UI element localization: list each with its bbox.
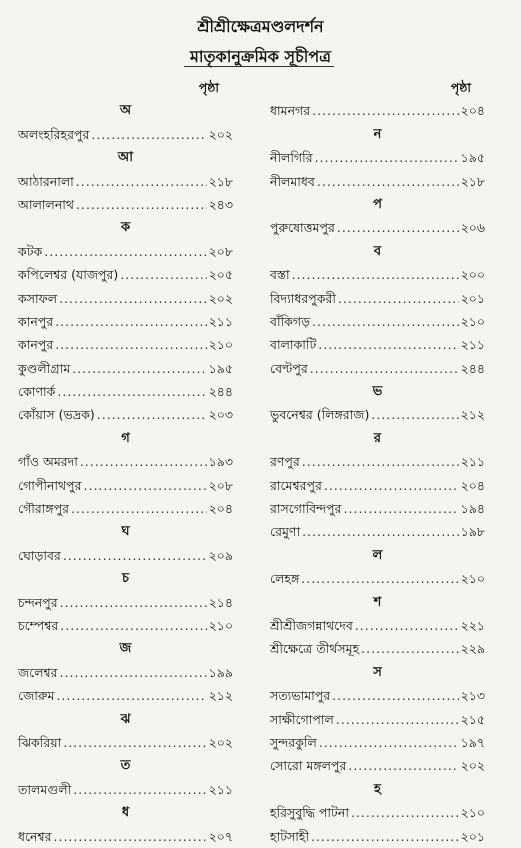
section-letter: ব (373, 243, 382, 259)
dot-leader (55, 310, 206, 333)
dot-leader (44, 240, 206, 263)
entry-name: জলেশ্বর (18, 664, 58, 680)
index-entry (18, 170, 233, 193)
dot-leader (319, 731, 459, 754)
index-entry (270, 497, 485, 520)
section-letter: ন (373, 126, 382, 142)
index-column-left (18, 76, 233, 848)
dot-leader (80, 450, 207, 473)
entry-name: শ্রীশ্রীজগন্নাথদেব (270, 617, 353, 633)
entry-name: বেণ্টপুর (270, 360, 308, 376)
dot-leader (54, 825, 207, 848)
entry-name: কপিলেশ্বর (যাজপুর) (18, 267, 119, 283)
dot-leader (318, 333, 458, 356)
index-entry (270, 708, 485, 731)
entry-page-number: ২২১ (460, 617, 485, 633)
entry-page-number: ১৯৫ (208, 360, 233, 376)
entry-name: হাটসাহী (270, 828, 310, 844)
page-column-header: পৃষ্ঠা (450, 80, 471, 95)
entry-page-number: ১৯৪ (460, 501, 485, 517)
dot-leader (311, 825, 459, 848)
index-entry (18, 123, 233, 146)
entry-page-number: ২০৪ (460, 477, 485, 493)
dot-leader (60, 614, 206, 637)
section-letter: চ (121, 571, 129, 587)
index-entry (18, 263, 233, 286)
entry-page-number: ২১০ (208, 337, 233, 353)
index-entry (18, 450, 233, 473)
dot-leader (76, 193, 207, 216)
entry-page-number: ২০৯ (208, 547, 233, 563)
entry-name: সোরো মঙ্গলপুর (270, 758, 347, 774)
entry-name: গৌরাঙ্গপুর (18, 501, 69, 517)
index-entry (270, 754, 485, 777)
index-entry (18, 614, 233, 637)
entry-page-number: ২১০ (460, 571, 485, 587)
section-letter: ল (372, 547, 383, 563)
dot-leader (302, 450, 459, 473)
entry-page-number: ২০২ (208, 734, 233, 750)
entry-page-number: ২০০ (460, 267, 485, 283)
entry-page-number: ২৪৩ (208, 196, 233, 212)
dot-leader (344, 497, 459, 520)
book-title: শ্রীশ্রীক্ষেত্রমণ্ডলদর্শন (197, 17, 324, 36)
entry-page-number: ২০২ (208, 126, 233, 142)
entry-name: বস্তা (270, 267, 290, 283)
dot-leader (361, 637, 458, 660)
entry-page-number: ২১৪ (208, 594, 233, 610)
index-entry (18, 474, 233, 497)
dot-leader (56, 684, 206, 707)
dot-leader (120, 263, 206, 286)
entry-page-number: ২০৫ (208, 267, 233, 283)
dot-leader (337, 216, 459, 239)
entry-page-number: ২০৬ (460, 220, 485, 236)
index-entry (18, 778, 233, 801)
dot-leader (63, 731, 206, 754)
dot-leader (84, 474, 207, 497)
index-entry (270, 357, 485, 380)
index-entry (18, 287, 233, 310)
index-column-right (270, 76, 485, 848)
section-letter: র (373, 430, 382, 446)
dot-leader (71, 497, 207, 520)
dot-leader (73, 778, 206, 801)
entry-page-number: ১৯৯ (208, 664, 233, 680)
dot-leader (97, 403, 207, 426)
title-underline (184, 66, 334, 67)
dot-leader (336, 708, 459, 731)
index-entry (270, 403, 485, 426)
index-entry (270, 474, 485, 497)
section-letter: ঘ (121, 524, 130, 540)
dot-leader (351, 801, 459, 824)
dot-leader (60, 591, 207, 614)
entry-page-number: ২১৫ (460, 711, 485, 727)
entry-page-number: ২২৯ (460, 641, 485, 657)
index-entry (18, 193, 233, 216)
entry-page-number: ২০৮ (208, 477, 233, 493)
entry-name: লেহঙ্গ (270, 571, 300, 587)
index-entry (270, 637, 485, 660)
entry-name: কোণার্ক (18, 384, 56, 400)
index-entry (270, 333, 485, 356)
dot-leader (60, 661, 207, 684)
entry-page-number: ২০১ (460, 828, 485, 844)
entry-page-number: ১৯৫ (460, 150, 485, 166)
entry-page-number: ২০৭ (208, 828, 233, 844)
entry-name: ঘোড়াবর (18, 547, 61, 563)
entry-name: রামেশ্বরপুর (270, 477, 322, 493)
entry-name: চন্দনপুর (18, 594, 58, 610)
section-letter: শ (373, 594, 382, 610)
entry-page-number: ২০৪ (460, 103, 485, 119)
entry-name: রণপুর (270, 454, 300, 470)
entry-name: তালমগুলী (18, 781, 72, 797)
entry-name: অলংহরিহরপুর (18, 126, 90, 142)
entry-name: ধনেশ্বর (18, 828, 52, 844)
section-letter: অ (119, 103, 132, 119)
entry-name: কটক (18, 243, 43, 259)
entry-page-number: ২০১ (460, 290, 485, 306)
index-entry (18, 380, 233, 403)
page-column-header: পৃষ্ঠা (198, 80, 219, 95)
entry-name: সত্যভামাপুর (270, 688, 331, 704)
section-letter: স (373, 664, 382, 680)
dot-leader (301, 567, 458, 590)
dot-leader (57, 380, 206, 403)
entry-name: ভুবনেশ্বর (লিঙ্গরাজ) (270, 407, 370, 423)
dot-leader (63, 544, 207, 567)
entry-page-number: ২১১ (208, 313, 233, 329)
section-letter: হ (374, 781, 381, 797)
entry-name: কানপুর (18, 337, 54, 353)
index-title: মাতৃকানুক্রমিক সূচীপত্র (190, 47, 331, 66)
index-entry (270, 216, 485, 239)
entry-name: বালাকাটি (270, 337, 317, 353)
index-entry (270, 825, 485, 848)
entry-page-number: ২১০ (208, 617, 233, 633)
entry-name: ধামনগর (270, 103, 311, 119)
entry-name: সাক্ষীগোপাল (270, 711, 334, 727)
entry-page-number: ২৪৪ (460, 360, 485, 376)
section-letter: ত (120, 758, 131, 774)
index-entry (18, 240, 233, 263)
dot-leader (302, 520, 459, 543)
section-letter: প (373, 196, 382, 212)
index-entry (18, 544, 233, 567)
dot-leader (332, 684, 458, 707)
dot-leader (292, 263, 459, 286)
index-entry (270, 801, 485, 824)
entry-page-number: ২১১ (208, 781, 233, 797)
dot-leader (348, 754, 458, 777)
entry-page-number: ২০৪ (208, 501, 233, 517)
index-entry (270, 99, 485, 122)
dot-leader (338, 287, 459, 310)
index-entry (270, 310, 485, 333)
dot-leader (312, 310, 459, 333)
entry-name: গোপীনাথপুর (18, 477, 82, 493)
index-entry (270, 170, 485, 193)
section-letter: ঝ (120, 711, 131, 727)
dot-leader (76, 170, 207, 193)
index-entry (270, 263, 485, 286)
entry-name: কানপুর (18, 313, 54, 329)
entry-page-number: ২০২ (208, 290, 233, 306)
dot-leader (91, 123, 206, 146)
dot-leader (315, 146, 459, 169)
index-entry (18, 731, 233, 754)
section-letter: ক (120, 220, 131, 236)
index-entry (18, 357, 233, 380)
entry-name: কুণ্ডলীগ্রাম (18, 360, 71, 376)
entry-name: ঝিকরিয়া (18, 734, 62, 750)
entry-name: বিদ্যাধরপুকরী (270, 290, 336, 306)
entry-name: রেমুণা (270, 524, 301, 540)
entry-name: শ্রীক্ষেত্রে তীর্থসমূহ (270, 641, 360, 657)
dot-leader (324, 474, 459, 497)
entry-name: বাঁকিগড় (270, 313, 311, 329)
section-letter: আ (117, 150, 134, 166)
entry-name: কোঁয়াস (ভদ্রক) (18, 407, 95, 423)
entry-page-number: ২০৮ (208, 243, 233, 259)
index-entry (18, 825, 233, 848)
entry-name: আলালনাথ (18, 196, 75, 212)
index-entry (270, 614, 485, 637)
entry-page-number: ২১০ (460, 313, 485, 329)
dot-leader (59, 287, 207, 310)
index-entry (18, 310, 233, 333)
entry-page-number: ২১৮ (460, 173, 485, 189)
index-entry (270, 520, 485, 543)
entry-page-number: ২০২ (460, 758, 485, 774)
dot-leader (72, 357, 206, 380)
index-entry (270, 450, 485, 473)
entry-page-number: ২১৩ (460, 688, 485, 704)
section-letter: জ (119, 641, 132, 657)
index-entry (270, 731, 485, 754)
dot-leader (371, 403, 458, 426)
entry-page-number: ২১১ (460, 337, 485, 353)
entry-name: রাসগোবিন্দপুর (270, 501, 342, 517)
entry-page-number: ২১১ (460, 454, 485, 470)
section-letter: ধ (121, 805, 130, 821)
entry-name: গাঁও অমরদা (18, 454, 78, 470)
index-entry (270, 146, 485, 169)
dot-leader (312, 99, 459, 122)
entry-name: হরিসুবুদ্ধি পাটনা (270, 805, 349, 821)
entry-name: জোরুম (18, 688, 55, 704)
entry-page-number: ২০৩ (208, 407, 233, 423)
entry-page-number: ২১০ (460, 805, 485, 821)
entry-page-number: ১৯৮ (460, 524, 485, 540)
index-entry (18, 591, 233, 614)
entry-page-number: ২১৮ (208, 173, 233, 189)
entry-page-number: ২১২ (460, 407, 485, 423)
dot-leader (55, 333, 206, 356)
index-entry (18, 661, 233, 684)
section-letter: ভ (372, 384, 383, 400)
index-entry (18, 333, 233, 356)
index-entry (18, 684, 233, 707)
entry-name: সুন্দরকুলি (270, 734, 317, 750)
index-entry (18, 403, 233, 426)
entry-page-number: ১৯৭ (460, 734, 485, 750)
entry-page-number: ২১২ (208, 688, 233, 704)
index-entry (270, 567, 485, 590)
index-entry (270, 684, 485, 707)
dot-leader (317, 170, 459, 193)
entry-page-number: ২৪৪ (208, 384, 233, 400)
section-letter: গ (121, 430, 130, 446)
entry-name: কসাফল (18, 290, 58, 306)
entry-name: আঠারনালা (18, 173, 74, 189)
entry-name: নীলমাধব (270, 173, 315, 189)
dot-leader (355, 614, 459, 637)
index-entry (18, 497, 233, 520)
entry-name: চম্পেশ্বর (18, 617, 59, 633)
index-entry (270, 287, 485, 310)
entry-name: নীলগিরি (270, 150, 313, 166)
entry-page-number: ১৯৩ (208, 454, 233, 470)
entry-name: পুরুষোত্তমপুর (270, 220, 335, 236)
dot-leader (310, 357, 459, 380)
